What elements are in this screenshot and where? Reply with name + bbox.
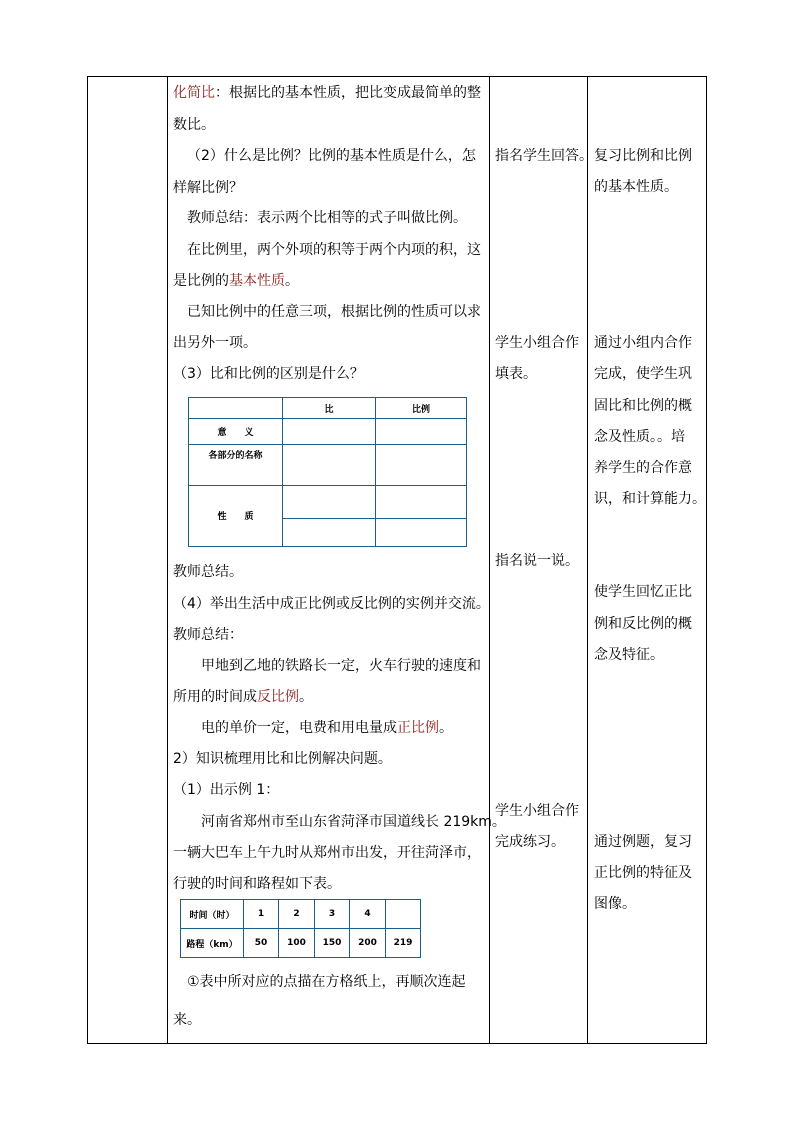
table-header-cell: 比 (283, 398, 376, 419)
student-activity-text: 指名学生回答。 (495, 148, 593, 164)
table-cell (283, 445, 376, 485)
column-divider-3 (587, 76, 588, 1044)
column-divider-2 (489, 76, 490, 1044)
table-cell (283, 518, 376, 546)
table-row-label: 意 义 (189, 419, 283, 445)
table-cell (283, 485, 376, 518)
purpose-text: 正比例的特征及 (594, 865, 692, 881)
student-activity-text: 学生小组合作 (495, 803, 579, 819)
text-line (201, 812, 506, 832)
frame-top-border (87, 76, 707, 77)
text-segment: 出另外一项。 (173, 335, 257, 351)
text-line (173, 843, 481, 863)
text-line (173, 749, 392, 769)
purpose-text: 的基本性质。 (594, 179, 678, 195)
text-line (173, 874, 341, 894)
purpose-text: 固比和比例的概 (594, 398, 692, 414)
text-segment: 是比例的 (173, 273, 229, 289)
text-segment: 教师总结：表示两个比相等的式子叫做比例。 (187, 210, 467, 226)
table-cell: 50 (244, 929, 279, 958)
text-segment: 。 (285, 273, 299, 289)
purpose-text: 通过小组内合作 (594, 335, 692, 351)
text-segment: ：根据比的基本性质，把比变成最简单的整 (215, 85, 481, 101)
table-cell: 150 (315, 929, 350, 958)
text-segment: （4）举出生活中成正比例或反比例的实例并交流。 (173, 596, 490, 612)
text-segment: 教师总结： (173, 627, 243, 643)
text-line (173, 1010, 201, 1030)
ratio-comparison-table (188, 397, 467, 547)
table-row-label: 性 质 (189, 485, 283, 546)
table-cell (283, 419, 376, 445)
highlighted-term: 化简比 (173, 85, 215, 101)
table-cell: 3 (315, 900, 350, 929)
text-line (173, 780, 279, 800)
text-segment: 已知比例中的任意三项，根据比例的性质可以求 (187, 304, 481, 320)
text-segment: 教师总结。 (173, 564, 243, 580)
table-cell (386, 900, 421, 929)
text-segment: 行驶的时间和路程如下表。 (173, 876, 341, 892)
text-segment: 。 (299, 689, 313, 705)
table-header-cell (189, 398, 283, 419)
text-line (187, 302, 481, 322)
table-cell: 2 (279, 900, 315, 929)
table-cell (376, 445, 467, 485)
text-line (173, 594, 490, 614)
text-segment: 来。 (173, 1012, 201, 1028)
text-line (173, 333, 257, 353)
frame-left-border (87, 76, 88, 1044)
text-line (201, 656, 481, 676)
text-line (187, 146, 476, 166)
table-cell: 200 (350, 929, 386, 958)
text-segment: （1）出示例 1： (173, 782, 280, 798)
text-line (201, 718, 453, 738)
text-segment: 样解比例？ (173, 180, 243, 196)
student-activity-text: 指名说一说。 (495, 553, 579, 569)
highlighted-term: 基本性质 (229, 273, 285, 289)
text-segment: （2）什么是比例？比例的基本性质是什么，怎 (187, 148, 476, 164)
text-segment: 。 (439, 720, 453, 736)
time-distance-table (180, 899, 421, 958)
table-row-label: 时间（时） (181, 900, 244, 929)
table-header-cell: 比例 (376, 398, 467, 419)
text-segment: 甲地到乙地的铁路长一定，火车行驶的速度和 (201, 658, 481, 674)
highlighted-term: 正比例 (397, 720, 439, 736)
table-cell: 4 (350, 900, 386, 929)
student-activity-text: 学生小组合作 (495, 335, 579, 351)
text-segment: 数比。 (173, 117, 215, 133)
text-segment: 在比例里，两个外项的积等于两个内项的积，这 (187, 242, 481, 258)
column-divider-1 (167, 76, 168, 1044)
text-line (187, 972, 466, 992)
table-cell (376, 485, 467, 518)
text-line (173, 562, 243, 582)
frame-bottom-border (87, 1043, 707, 1044)
purpose-text: 例和反比例的概 (594, 616, 692, 632)
text-line (173, 625, 243, 645)
text-line (173, 115, 215, 135)
text-line (173, 83, 481, 103)
text-segment: ①表中所对应的点描在方格纸上，再顺次连起 (187, 974, 466, 990)
text-line (187, 208, 467, 228)
student-activity-text: 完成练习。 (495, 834, 565, 850)
purpose-text: 完成，使学生巩 (594, 366, 692, 382)
text-segment: （3）比和比例的区别是什么？ (173, 366, 364, 382)
purpose-text: 图像。 (594, 896, 636, 912)
text-segment: 所用的时间成 (173, 689, 257, 705)
text-segment: 2）知识梳理用比和比例解决问题。 (173, 751, 392, 767)
text-line (173, 687, 313, 707)
table-cell (376, 419, 467, 445)
text-line (173, 178, 243, 198)
text-line (187, 240, 481, 260)
table-cell (376, 518, 467, 546)
table-row-label: 各部分的名称 (189, 445, 283, 485)
purpose-text: 通过例题，复习 (594, 834, 692, 850)
table-cell: 1 (244, 900, 279, 929)
text-segment: 电的单价一定，电费和用电量成 (201, 720, 397, 736)
highlighted-term: 反比例 (257, 689, 299, 705)
purpose-text: 复习比例和比例 (594, 148, 692, 164)
text-segment: 一辆大巴车上午九时从郑州市出发，开往菏泽市， (173, 845, 481, 861)
student-activity-text: 填表。 (495, 366, 537, 382)
table-row-label: 路程（km） (181, 929, 244, 958)
text-segment: 河南省郑州市至山东省菏泽市国道线长 219km。 (201, 814, 506, 830)
purpose-text: 养学生的合作意 (594, 460, 692, 476)
text-line (173, 271, 299, 291)
frame-right-border (706, 76, 707, 1044)
text-line (173, 364, 364, 384)
purpose-text: 使学生回忆正比 (594, 584, 692, 600)
purpose-text: 念及性质。。培 (594, 429, 685, 445)
purpose-text: 识，和计算能力。 (594, 491, 706, 507)
table-cell: 100 (279, 929, 315, 958)
purpose-text: 念及特征。 (594, 647, 664, 663)
table-cell: 219 (386, 929, 421, 958)
